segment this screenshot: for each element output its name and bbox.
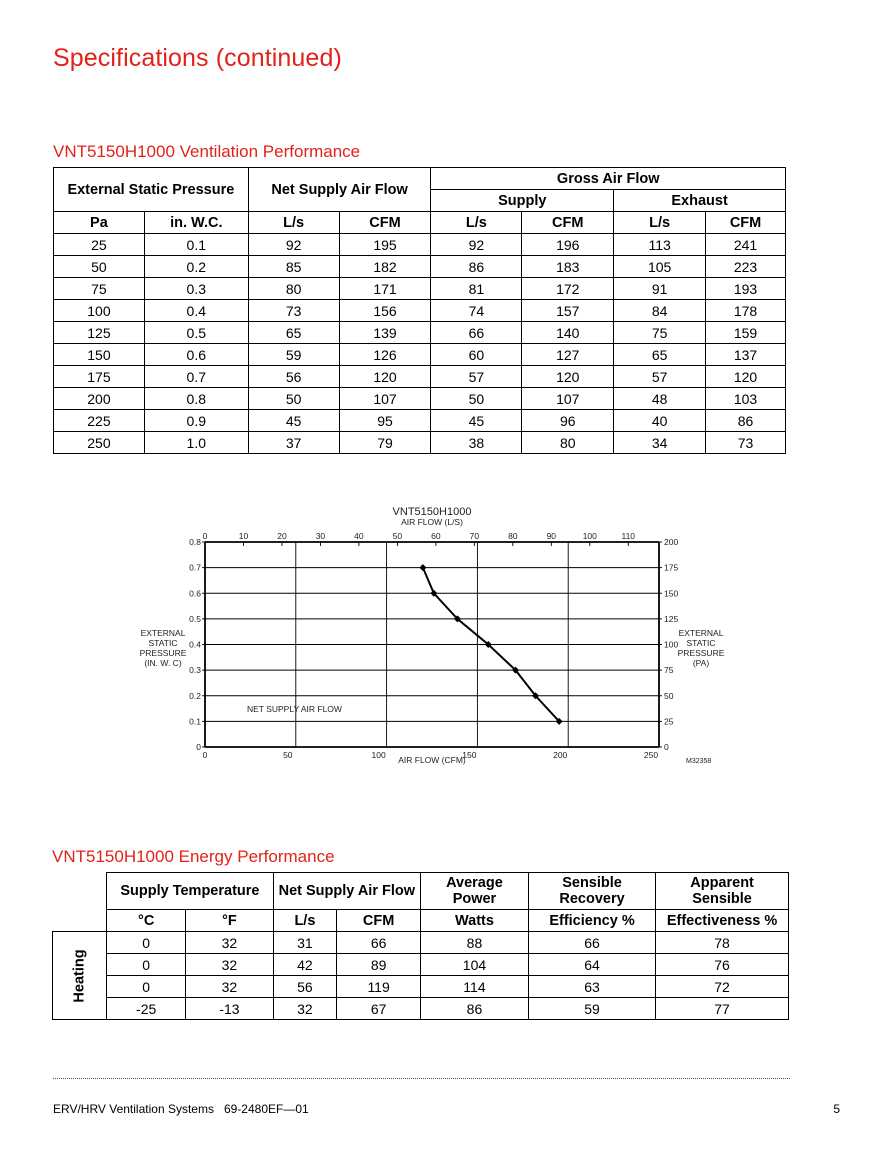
table-cell: 107: [339, 388, 431, 410]
x-tick-label: 200: [553, 750, 568, 760]
table-cell: 86: [431, 256, 522, 278]
table-row: [53, 954, 789, 976]
table-cell: 92: [248, 234, 339, 256]
table-cell: 79: [339, 432, 431, 454]
table-cell: 64: [528, 954, 655, 976]
top-tick-label: 60: [431, 531, 441, 541]
table-cell: 56: [273, 976, 337, 998]
header-exhaust-ls: L/s: [614, 212, 706, 234]
table-cell: 119: [337, 976, 421, 998]
y-axis-label-right: (PA): [692, 658, 710, 668]
y-tick-label-right: 75: [664, 665, 674, 676]
top-tick-label: 10: [238, 531, 249, 541]
y-axis-label-right: EXTERNAL: [678, 628, 724, 638]
table-cell: 66: [431, 322, 522, 344]
table-cell: 76: [656, 954, 789, 976]
table-cell: 45: [431, 410, 522, 432]
table-cell: 72: [656, 976, 789, 998]
table-cell: 104: [420, 954, 528, 976]
y-axis-label-left: (IN. W. C): [144, 658, 182, 668]
table-cell: -13: [186, 998, 274, 1020]
table-cell: 196: [522, 234, 614, 256]
table-cell: 25: [54, 234, 145, 256]
table-cell: 37: [248, 432, 339, 454]
table-cell: 137: [706, 344, 786, 366]
top-tick-label: 70: [469, 531, 480, 541]
table-cell: 182: [339, 256, 431, 278]
header-pa: Pa: [54, 212, 145, 234]
header-efficiency: Efficiency %: [528, 910, 655, 932]
table-cell: 120: [522, 366, 614, 388]
ventilation-performance-table: [53, 167, 786, 454]
header-supply-ls: L/s: [431, 212, 522, 234]
header-supply: Supply: [431, 190, 614, 212]
table-cell: 0.8: [144, 388, 248, 410]
table-row: [54, 388, 786, 410]
y-tick-label-left: 0.7: [189, 562, 201, 573]
table-cell: 139: [339, 322, 431, 344]
table-cell: 81: [431, 278, 522, 300]
table-cell: 89: [337, 954, 421, 976]
table-cell: 171: [339, 278, 431, 300]
y-tick-label-left: 0.5: [189, 613, 201, 624]
table-cell: 78: [656, 932, 789, 954]
x-tick-label: 0: [202, 750, 208, 760]
table-cell: 1.0: [144, 432, 248, 454]
table-cell: 86: [420, 998, 528, 1020]
table-cell: 57: [614, 366, 706, 388]
header-apparent-sensible-text: Apparent Sensible: [690, 875, 754, 907]
table-cell: 113: [614, 234, 706, 256]
table-cell: 120: [339, 366, 431, 388]
table-cell: 107: [522, 388, 614, 410]
table-cell: 0: [107, 976, 186, 998]
x-axis-label: AIR FLOW (CFM): [398, 755, 466, 765]
table-cell: 95: [339, 410, 431, 432]
header-ls: L/s: [273, 910, 337, 932]
chart-title: VNT5150H1000: [392, 506, 472, 518]
table-cell: 140: [522, 322, 614, 344]
row-group-heating: [53, 932, 107, 1020]
table-cell: 105: [614, 256, 706, 278]
table-cell: 0.9: [144, 410, 248, 432]
y-tick-label-right: 25: [664, 716, 674, 727]
table-cell: 73: [706, 432, 786, 454]
top-tick-label: 110: [621, 531, 636, 541]
table-cell: 84: [614, 300, 706, 322]
y-tick-label-left: 0.3: [189, 665, 201, 676]
y-tick-label-left: 0.6: [189, 588, 201, 599]
table-cell: 66: [528, 932, 655, 954]
table-cell: 183: [522, 256, 614, 278]
table-cell: 48: [614, 388, 706, 410]
row-group-label: Heating: [71, 949, 88, 1003]
header-exhaust: Exhaust: [614, 190, 786, 212]
table-cell: 120: [706, 366, 786, 388]
y-tick-label-left: 0.4: [189, 639, 201, 650]
ventilation-table-body: [54, 234, 786, 454]
header-net-supply-air-flow: Net Supply Air Flow: [248, 168, 431, 212]
table-cell: 67: [337, 998, 421, 1020]
y-axis-label-left: STATIC: [148, 638, 178, 648]
table-cell: 150: [54, 344, 145, 366]
table-row: [54, 278, 786, 300]
header-average-power: [420, 873, 528, 910]
energy-table-body: [53, 932, 789, 1020]
header-sensible-recovery-text: Sensible Recovery: [559, 875, 625, 907]
table-cell: 75: [54, 278, 145, 300]
y-tick-label-left: 0.2: [189, 690, 201, 701]
y-tick-label-right: 100: [664, 639, 679, 650]
table-cell: 86: [706, 410, 786, 432]
table-cell: 63: [528, 976, 655, 998]
y-tick-label-right: 175: [664, 562, 679, 573]
header-supply-cfm: CFM: [522, 212, 614, 234]
table-cell: 31: [273, 932, 337, 954]
table-cell: 60: [431, 344, 522, 366]
energy-section-title: VNT5150H1000 Energy Performance: [52, 847, 335, 866]
y-tick-label-left: 0.8: [189, 537, 201, 547]
table-cell: 92: [431, 234, 522, 256]
header-net-supply-air-flow: Net Supply Air Flow: [273, 873, 420, 910]
table-cell: 32: [186, 954, 274, 976]
table-cell: 65: [614, 344, 706, 366]
table-cell: 57: [431, 366, 522, 388]
y-tick-label-right: 125: [664, 613, 679, 624]
table-cell: 127: [522, 344, 614, 366]
table-cell: -25: [107, 998, 186, 1020]
table-cell: 73: [248, 300, 339, 322]
footer-page-number: 5: [833, 1102, 840, 1116]
header-watts: Watts: [420, 910, 528, 932]
y-tick-label-right: 0: [664, 742, 669, 752]
table-cell: 80: [248, 278, 339, 300]
top-axis-label: AIR FLOW (L/S): [401, 517, 463, 527]
table-cell: 77: [656, 998, 789, 1020]
table-cell: 96: [522, 410, 614, 432]
table-row: [54, 344, 786, 366]
page-title: Specifications (continued): [53, 44, 342, 72]
table-cell: 0.2: [144, 256, 248, 278]
table-cell: 91: [614, 278, 706, 300]
table-row: [54, 234, 786, 256]
table-cell: 32: [273, 998, 337, 1020]
table-cell: 65: [248, 322, 339, 344]
y-tick-label-left: 0: [196, 742, 201, 752]
header-gross-air-flow: Gross Air Flow: [431, 168, 786, 190]
table-cell: 0.6: [144, 344, 248, 366]
table-cell: 50: [248, 388, 339, 410]
x-tick-label: 50: [283, 750, 293, 760]
top-tick-label: 100: [582, 531, 597, 541]
header-net-ls: L/s: [248, 212, 339, 234]
header-fahrenheit: °F: [186, 910, 274, 932]
airflow-pressure-chart: [130, 500, 750, 780]
y-axis-label-left: EXTERNAL: [140, 628, 186, 638]
table-cell: 172: [522, 278, 614, 300]
data-point: [419, 564, 426, 571]
top-tick-label: 40: [354, 531, 364, 541]
table-cell: 0.7: [144, 366, 248, 388]
table-cell: 56: [248, 366, 339, 388]
top-tick-label: 90: [546, 531, 557, 541]
header-sensible-recovery: [528, 873, 655, 910]
top-tick-label: 20: [277, 531, 287, 541]
header-celsius: °C: [107, 910, 186, 932]
figure-id: M32358: [686, 758, 712, 765]
header-exhaust-cfm: CFM: [706, 212, 786, 234]
table-row: [54, 366, 786, 388]
x-tick-label: 250: [643, 750, 659, 760]
table-cell: 32: [186, 976, 274, 998]
y-tick-label-right: 50: [664, 690, 674, 701]
table-cell: 103: [706, 388, 786, 410]
table-cell: 175: [54, 366, 145, 388]
table-row: [53, 998, 789, 1020]
table-row: [54, 322, 786, 344]
table-cell: 0: [107, 932, 186, 954]
table-cell: 0.5: [144, 322, 248, 344]
top-tick-label: 30: [315, 531, 326, 541]
header-average-power-text: Average Power: [446, 875, 503, 907]
table-row: [53, 976, 789, 998]
y-axis-label-right: STATIC: [686, 638, 716, 648]
table-cell: 0.3: [144, 278, 248, 300]
y-axis-label-left: PRESSURE: [139, 648, 187, 658]
table-cell: 157: [522, 300, 614, 322]
table-cell: 195: [339, 234, 431, 256]
table-cell: 80: [522, 432, 614, 454]
header-external-static-pressure: External Static Pressure: [54, 168, 249, 212]
table-cell: 59: [528, 998, 655, 1020]
table-cell: 126: [339, 344, 431, 366]
table-cell: 38: [431, 432, 522, 454]
table-cell: 0.1: [144, 234, 248, 256]
table-cell: 250: [54, 432, 145, 454]
table-cell: 74: [431, 300, 522, 322]
table-cell: 200: [54, 388, 145, 410]
table-cell: 59: [248, 344, 339, 366]
table-cell: 50: [431, 388, 522, 410]
table-cell: 125: [54, 322, 145, 344]
header-apparent-sensible: [656, 873, 789, 910]
y-tick-label-right: 150: [664, 588, 679, 599]
energy-performance-table: [52, 872, 789, 1020]
table-cell: 241: [706, 234, 786, 256]
top-tick-label: 80: [508, 531, 518, 541]
table-cell: 45: [248, 410, 339, 432]
table-cell: 100: [54, 300, 145, 322]
table-cell: 0: [107, 954, 186, 976]
table-cell: 0.4: [144, 300, 248, 322]
curve-annotation: NET SUPPLY AIR FLOW: [247, 704, 342, 714]
table-cell: 88: [420, 932, 528, 954]
table-cell: 32: [186, 932, 274, 954]
table-cell: 114: [420, 976, 528, 998]
table-row: [54, 410, 786, 432]
header-supply-temperature: Supply Temperature: [107, 873, 273, 910]
top-tick-label: 50: [392, 531, 403, 541]
table-cell: 42: [273, 954, 337, 976]
table-row: [54, 256, 786, 278]
y-tick-label-right: 200: [664, 537, 679, 547]
table-cell: 225: [54, 410, 145, 432]
x-tick-label: 100: [371, 750, 386, 760]
table-cell: 159: [706, 322, 786, 344]
table-cell: 178: [706, 300, 786, 322]
table-cell: 156: [339, 300, 431, 322]
table-cell: 34: [614, 432, 706, 454]
table-row: [54, 432, 786, 454]
table-cell: 50: [54, 256, 145, 278]
header-cfm: CFM: [337, 910, 421, 932]
table-cell: 193: [706, 278, 786, 300]
header-net-cfm: CFM: [339, 212, 431, 234]
table-cell: 40: [614, 410, 706, 432]
corner-blank: [53, 873, 107, 932]
table-row: [53, 932, 789, 954]
ventilation-section-title: VNT5150H1000 Ventilation Performance: [53, 142, 361, 161]
top-tick-label: 0: [202, 531, 208, 541]
table-row: [54, 300, 786, 322]
header-in-wc: in. W.C.: [144, 212, 248, 234]
x-tick-label: 150: [462, 750, 477, 760]
footer-divider: [53, 1078, 790, 1079]
y-tick-label-left: 0.1: [189, 716, 201, 727]
table-cell: 66: [337, 932, 421, 954]
table-cell: 223: [706, 256, 786, 278]
table-cell: 75: [614, 322, 706, 344]
y-axis-label-right: PRESSURE: [677, 648, 725, 658]
footer-document-id: ERV/HRV Ventilation Systems 69-2480EF—01: [53, 1102, 309, 1116]
header-effectiveness: Effectiveness %: [656, 910, 789, 932]
table-cell: 85: [248, 256, 339, 278]
